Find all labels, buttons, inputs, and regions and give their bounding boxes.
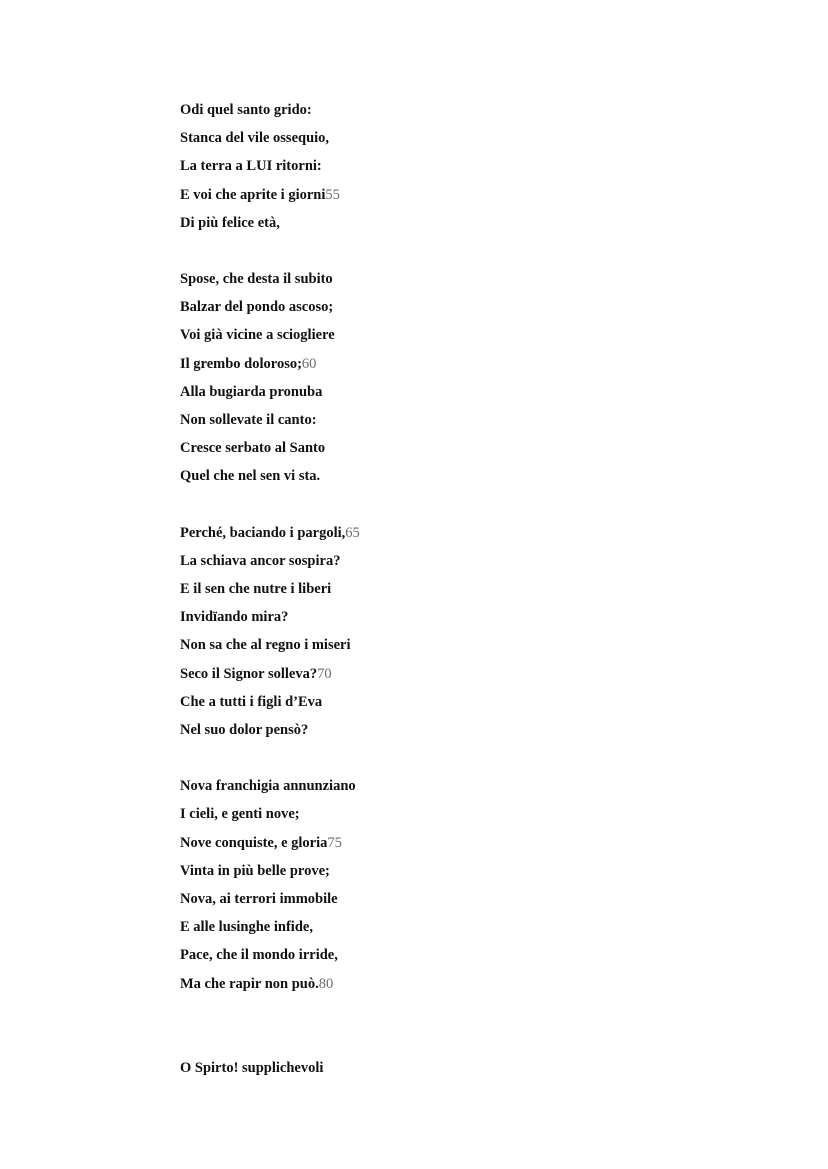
line-number: 75 [327,834,342,851]
line-number: 80 [318,975,334,992]
verse-text: Stanca del vile ossequio, [180,130,330,147]
verse-text: Seco il Signor solleva? [180,665,318,682]
verse-text: Ma che rapir non può. [180,975,319,992]
verse-text: La terra a LUI ritorni: [180,158,322,175]
stanza [180,96,740,237]
verse-line [180,321,740,349]
verse-line [180,152,740,180]
verse-text: Alla bugiarda pronuba [180,383,323,400]
verse-text: Non sollevate il canto: [180,412,317,429]
verse-line [180,660,740,688]
verse-line [180,688,740,716]
verse-line [180,970,740,998]
verse-line [180,350,740,378]
verse-text: Nova franchigia annunziano [180,778,356,795]
verse-text: Odi quel santo grido: [180,102,312,118]
verse-text: E voi che aprite i giorni [180,186,326,203]
verse-line [180,716,740,744]
verse-line [180,124,740,152]
line-number: 60 [301,355,317,372]
verse-text: Che a tutti i figli d’Eva [180,693,323,710]
verse-line [180,406,740,434]
verse-line [180,1054,740,1082]
line-number: 70 [317,665,332,682]
stanza [180,772,740,998]
verse-line [180,829,740,857]
verse-text: Perché, baciando i pargoli, [180,524,346,541]
verse-line [180,547,740,575]
verse-text: I cieli, e genti nove; [180,806,300,823]
verse-text: E il sen che nutre i liberi [180,581,332,598]
verse-line [180,181,740,209]
verse-text: Voi già vicine a sciogliere [180,327,335,344]
verse-text: Vinta in più belle prove; [180,862,330,879]
line-number: 65 [345,524,360,541]
verse-line [180,631,740,659]
poem-body [180,96,740,1110]
verse-line [180,462,740,490]
verse-text: O Spirto! supplichevoli [180,1059,324,1076]
verse-line [180,265,740,293]
verse-text: E alle lusinghe infide, [180,919,313,936]
verse-text: Balzar del pondo ascoso; [180,299,334,316]
verse-line [180,913,740,941]
verse-line [180,378,740,406]
verse-line [180,293,740,321]
verse-line [180,575,740,603]
verse-line [180,96,740,124]
verse-text: Cresce serbato al Santo [180,440,326,457]
verse-text: Di più felice età, [180,214,280,231]
stanza [180,265,740,491]
verse-text: Quel che nel sen vi sta. [180,468,321,485]
verse-text: Spose, che desta il subito [180,271,333,288]
verse-line [180,603,740,631]
stanza [180,519,740,745]
verse-line [180,519,740,547]
verse-line [180,434,740,462]
verse-text: Non sa che al regno i miseri [180,637,351,654]
verse-line [180,772,740,800]
verse-line [180,941,740,969]
verse-line [180,885,740,913]
verse-text: Nove conquiste, e gloria [180,834,328,851]
verse-text: Pace, che il mondo irride, [180,947,338,964]
verse-text: La schiava ancor sospira? [180,552,341,569]
verse-text: Nel suo dolor pensò? [180,722,309,739]
stanza [180,1054,740,1082]
verse-text: Il grembo doloroso; [180,355,302,372]
verse-line [180,857,740,885]
line-number: 55 [325,186,340,203]
verse-text: Nova, ai terrori immobile [180,891,338,908]
verse-line [180,209,740,237]
verse-text: Invidïando mira? [180,609,289,626]
verse-line [180,800,740,828]
